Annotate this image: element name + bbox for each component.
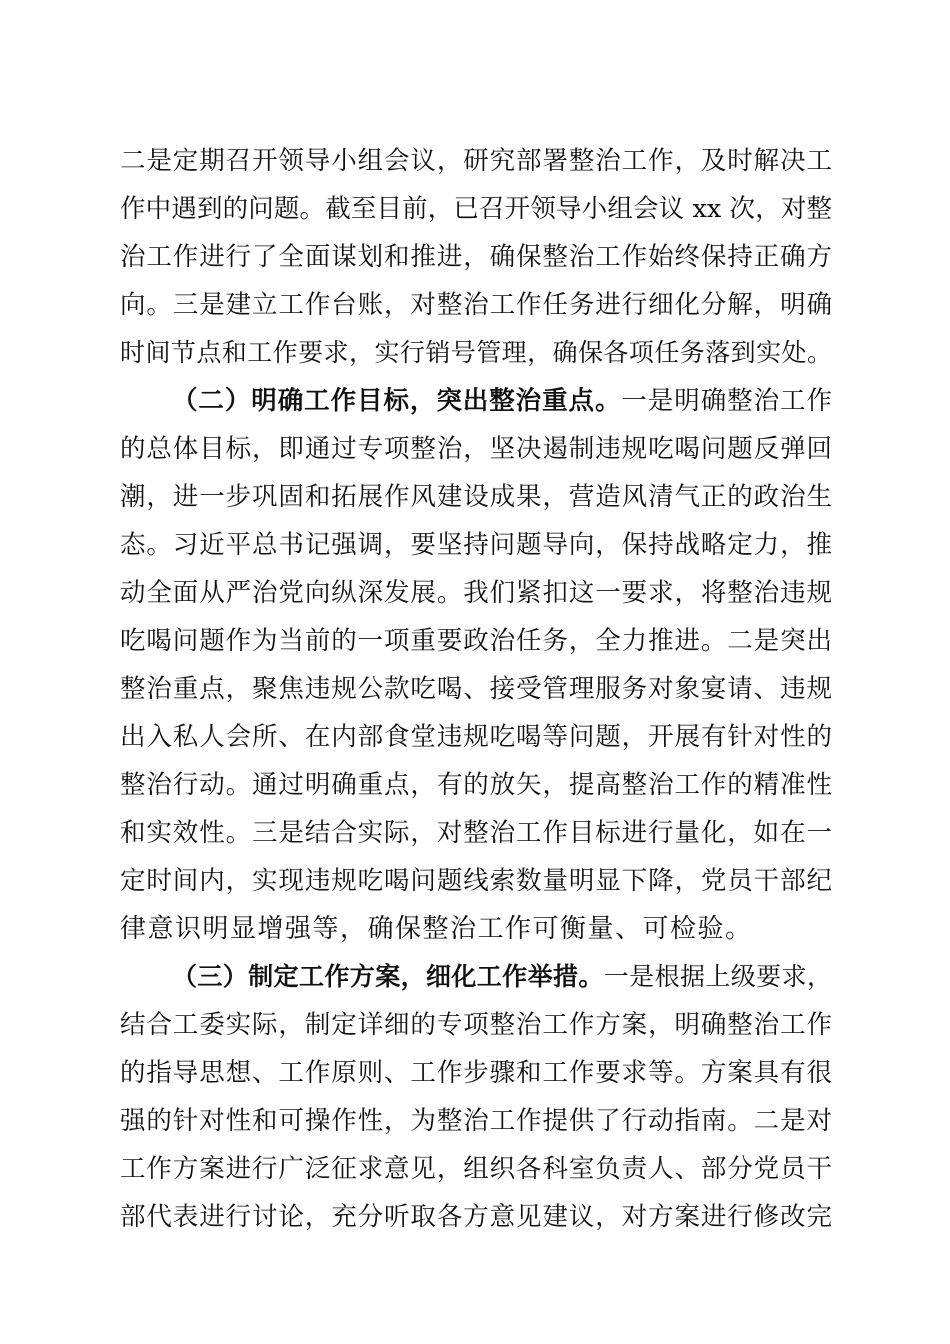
- text-line: 的总体目标，即通过专项整治，坚决遏制违规吃喝问题反弹回: [120, 434, 832, 464]
- text-line: 吃喝问题作为当前的一项重要政治任务，全力推进。二是突出: [120, 626, 832, 656]
- text-line: 治工作进行了全面谋划和推进，确保整治工作始终保持正确方: [120, 242, 832, 272]
- text-run: 一是明确整治工作: [621, 386, 832, 416]
- text-line: 整治重点，聚焦违规公款吃喝、接受管理服务对象宴请、违规: [120, 674, 832, 704]
- section-heading: （二）明确工作目标，突出整治重点。: [172, 386, 622, 416]
- text-line: 向。三是建立工作台账，对整治工作任务进行细化分解，明确: [120, 290, 832, 320]
- text-line: 时间节点和工作要求，实行销号管理，确保各项任务落到实处。: [120, 338, 832, 367]
- text-line: 动全面从严治党向纵深发展。我们紧扣这一要求，将整治违规: [120, 578, 832, 608]
- text-line: 定时间内，实现违规吃喝问题线索数量明显下降，党员干部纪: [120, 866, 832, 896]
- text-line: 部代表进行讨论，充分听取各方意见建议，对方案进行修改完: [120, 1202, 832, 1232]
- text-line: 的指导思想、工作原则、工作步骤和工作要求等。方案具有很: [120, 1058, 832, 1088]
- paragraph-first-line: [172, 377, 832, 425]
- text-line: 潮，进一步巩固和拓展作风建设成果，营造风清气正的政治生: [120, 482, 832, 512]
- text-line: 结合工委实际，制定详细的专项整治工作方案，明确整治工作: [120, 1010, 832, 1040]
- paragraph-first-line: [172, 953, 832, 1001]
- text-run: 一是根据上级要求，: [603, 962, 832, 991]
- text-line: 二是定期召开领导小组会议，研究部署整治工作，及时解决工: [120, 146, 832, 176]
- text-line: 出入私人会所、在内部食堂违规吃喝等问题，开展有针对性的: [120, 722, 832, 752]
- section-heading: （三）制定工作方案，细化工作举措。: [172, 962, 604, 991]
- text-line: 强的针对性和可操作性，为整治工作提供了行动指南。二是对: [120, 1106, 832, 1136]
- text-line: 律意识明显增强等，确保整治工作可衡量、可检验。: [120, 914, 753, 944]
- text-line: 整治行动。通过明确重点，有的放矢，提高整治工作的精准性: [120, 770, 832, 800]
- text-line: 和实效性。三是结合实际，对整治工作目标进行量化，如在一: [120, 818, 832, 848]
- text-line: 态。习近平总书记强调，要坚持问题导向，保持战略定力，推: [120, 530, 832, 560]
- text-line: 作中遇到的问题。截至目前，已召开领导小组会议 xx 次，对整: [120, 194, 832, 224]
- text-line: 工作方案进行广泛征求意见，组织各科室负责人、部分党员干: [120, 1154, 832, 1184]
